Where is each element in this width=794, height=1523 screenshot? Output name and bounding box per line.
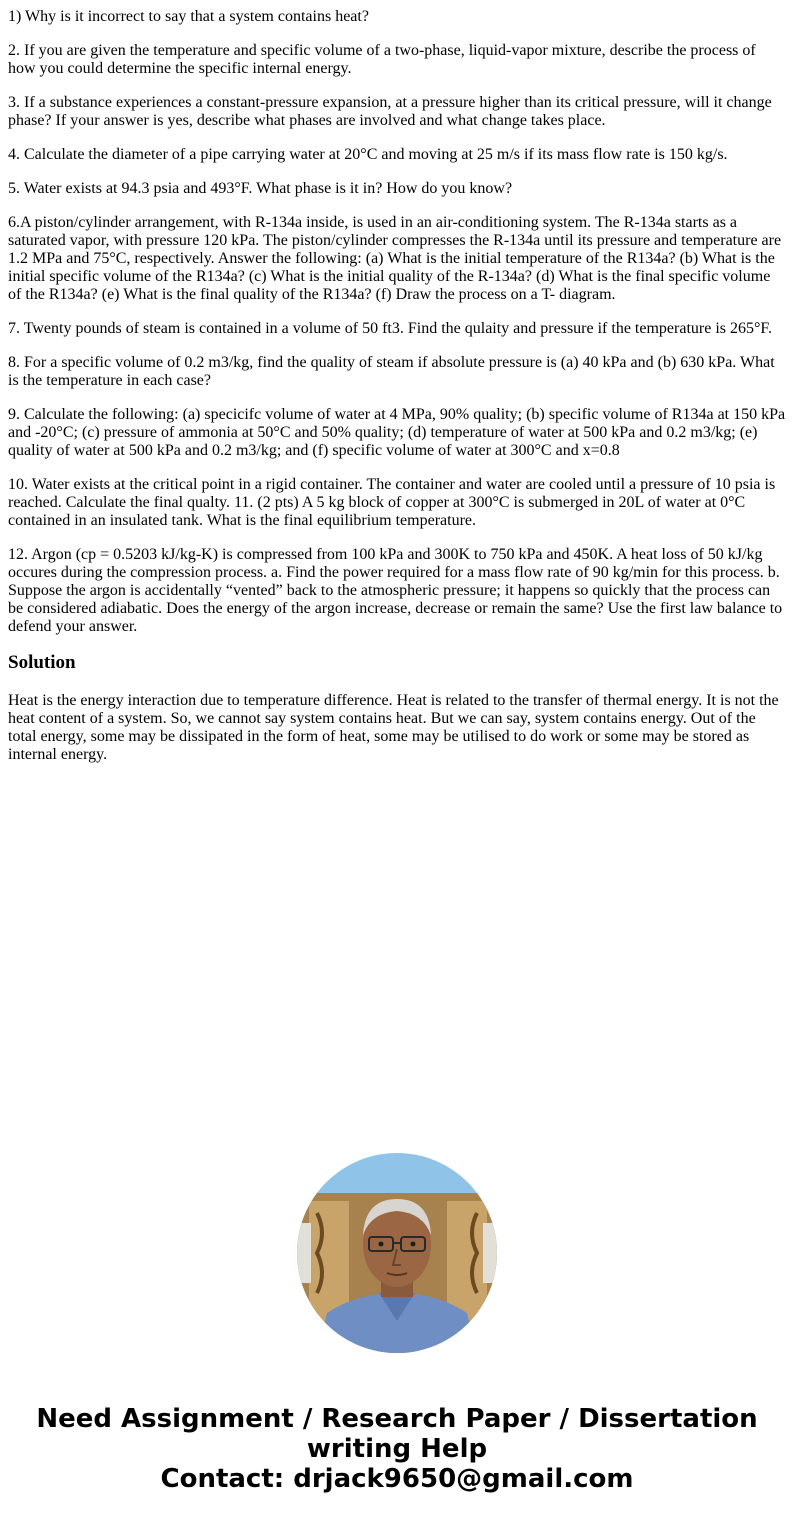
promo-line-2: writing Help xyxy=(306,1434,488,1464)
author-avatar xyxy=(297,1153,497,1353)
question-1: 1) Why is it incorrect to say that a system contains heat? xyxy=(8,8,369,25)
question-8: 8. For a specific volume of 0.2 m3/kg, find the quality of steam if absolute pressure is (a) 40 kPa and (b) 630 kPa. What is the temperature in each case? xyxy=(8,354,775,389)
promo-banner xyxy=(0,1404,794,1494)
question-4: 4. Calculate the diameter of a pipe carrying water at 20°C and moving at 25 m/s if its mass flow rate is 150 kg/s. xyxy=(8,146,728,163)
question-5: 5. Water exists at 94.3 psia and 493°F. What phase is it in? How do you know? xyxy=(8,180,513,197)
question-12: 12. Argon (cp = 0.5203 kJ/kg-K) is compressed from 100 kPa and 300K to 750 kPa and 450K. A heat loss of 50 kJ/kg occures during the compression process. a. Find the power required for a mass flow rate of 90 kg/min for this process. b. Suppose the argon is accidentally “vented” back to the atmospheric pressure; it happens so quickly that the process can be considered adiabatic. Does the energy of the argon increase, decrease or remain the same? Use the first law balance to defend your answer. xyxy=(8,546,783,635)
solution-text: Heat is the energy interaction due to temperature difference. Heat is related to the transfer of thermal energy. It is not the heat content of a system. So, we cannot say system contains heat. But we can say, system contains energy. Out of the total energy, some may be dissipated in the form of heat, some may be utilised to do work or some may be stored as internal energy. xyxy=(8,692,779,763)
question-7: 7. Twenty pounds of steam is contained in a volume of 50 ft3. Find the qulaity and pressure if the temperature is 265°F. xyxy=(8,320,772,337)
promo-line-1: Need Assignment / Research Paper / Dissertation xyxy=(36,1404,758,1434)
question-10: 10. Water exists at the critical point in a rigid container. The container and water are cooled until a pressure of 10 psia is reached. Calculate the final qualty. 11. (2 pts) A 5 kg block of copper at 300°C is submerged in 20L of water at 0°C contained in an insulated tank. What is the final equilibrium temperature. xyxy=(8,476,776,529)
question-6: 6.A piston/cylinder arrangement, with R-134a inside, is used in an air-conditioning system. The R-134a starts as a saturated vapor, with pressure 120 kPa. The piston/cylinder compresses the R-134a until its pressure and temperature are 1.2 MPa and 75°C, respectively. Answer the following: (a) What is the initial temperature of the R134a? (b) What is the initial specific volume of the R134a? (c) What is the initial quality of the R-134a? (d) What is the final specific volume of the R134a? (e) What is the final quality of the R134a? (f) Draw the process on a T- diagram. xyxy=(8,214,782,303)
promo-contact: Contact: drjack9650@gmail.com xyxy=(160,1464,634,1494)
solution-heading: Solution xyxy=(8,652,76,673)
question-2: 2. If you are given the temperature and specific volume of a two-phase, liquid-vapor mixture, describe the process of how you could determine the specific internal energy. xyxy=(8,42,756,77)
question-3: 3. If a substance experiences a constant-pressure expansion, at a pressure higher than its critical pressure, will it change phase? If your answer is yes, describe what phases are involved and what change takes place. xyxy=(8,94,772,129)
question-9: 9. Calculate the following: (a) specicifc volume of water at 4 MPa, 90% quality; (b) specific volume of R134a at 150 kPa and -20°C; (c) pressure of ammonia at 50°C and 50% quality; (d) temperature of water at 500 kPa and 0.2 m3/kg; (e) quality of water at 500 kPa and 0.2 m3/kg; and (f) specific volume of water at 300°C and x=0.8 xyxy=(8,406,786,459)
document-body xyxy=(8,8,786,764)
